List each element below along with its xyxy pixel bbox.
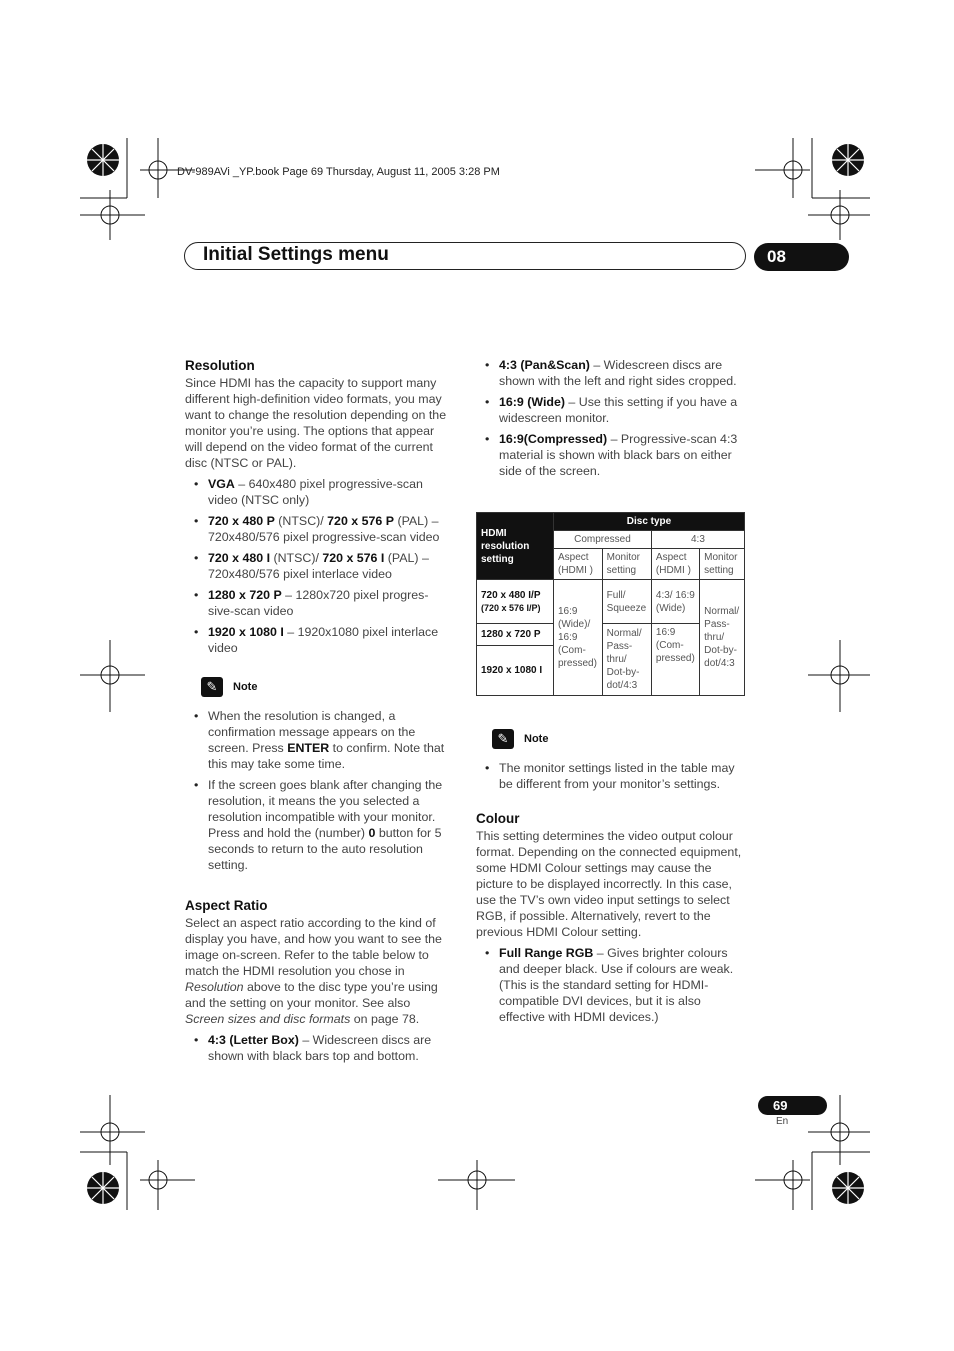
table-cell: Normal/ Pass-thru/ Dot-by-dot/4:3	[602, 624, 651, 696]
aspect-ratio-table	[476, 512, 745, 696]
resolution-heading: Resolution	[185, 358, 255, 373]
resolution-list	[185, 476, 452, 656]
note-box	[476, 726, 746, 752]
list-item: • 16:9 (Wide) – Use this setting if you have a widescreen monitor.	[476, 394, 746, 426]
list-item: • Full Range RGB – Gives brighter colours and deeper black. Use if colours are weak. (This is the standard setting for HDMI-compatible DVI devices, but it is also effective with HDMI devices.)	[476, 945, 746, 1025]
table-header-aspect: Aspect (HDMI )	[554, 549, 603, 580]
pencil-note-icon: ✎	[201, 677, 223, 697]
table-header-hdmi: HDMI resolution setting	[477, 513, 554, 580]
table-row-header: 1920 x 1080 I	[477, 646, 554, 696]
table-header-aspect: Aspect (HDMI )	[651, 549, 699, 580]
note-list	[185, 708, 452, 873]
table-row-header: 1280 x 720 P	[477, 624, 554, 646]
book-header: DV-989AVi _YP.book Page 69 Thursday, August 11, 2005 3:28 PM	[177, 166, 500, 178]
resolution-intro: Since HDMI has the capacity to support many different high-definition video formats, you may want to change the resolution depending on the monitor you’re using. The options that appear will depend on the video format of the current disc (NTSC or PAL).	[185, 376, 447, 470]
section-title: Initial Settings menu	[203, 244, 389, 265]
list-item: • 16:9(Compressed) – Progressive-scan 4:3 material is shown with black bars on either side of the screen.	[476, 431, 746, 479]
table-header-disc-type: Disc type	[554, 513, 745, 531]
table-row-header: 720 x 480 I/P (720 x 576 I/P)	[477, 580, 554, 624]
table-header-compressed: Compressed	[554, 531, 652, 549]
colour-intro: This setting determines the video output colour format. Depending on the connected equipment, some HDMI Colour settings may cause the picture to be displayed incorrectly. In this case, use the TV’s own video input settings to select RGB, if possible. Alternatively, revert to the previous HDMI Colour setting.	[476, 829, 742, 939]
aspect-heading: Aspect Ratio	[185, 898, 268, 913]
aspect-list	[185, 1032, 452, 1064]
note-box	[185, 674, 452, 700]
pencil-note-icon: ✎	[492, 729, 514, 749]
list-item: • The monitor settings listed in the table may be different from your monitor’s settings.	[476, 760, 746, 792]
list-item: • 1920 x 1080 I – 1920x1080 pixel interlace video	[185, 624, 452, 656]
table-header-monitor: Monitor setting	[602, 549, 651, 580]
table-header-monitor: Monitor setting	[700, 549, 745, 580]
note-label: Note	[524, 733, 549, 745]
note-label: Note	[233, 681, 258, 693]
list-item: • 4:3 (Letter Box) – Widescreen discs are shown with black bars top and bottom.	[185, 1032, 452, 1064]
table-cell: Normal/ Pass-thru/ Dot-by-dot/4:3	[700, 580, 745, 696]
list-item: • 720 x 480 P (NTSC)/ 720 x 576 P (PAL) – 720x480/576 pixel progressive-scan video	[185, 513, 452, 545]
list-item: • If the screen goes blank after changing the resolution, it means the you selected a resolution incompatible with your monitor. Press and hold the (number) 0 button for 5 seconds to return to the auto resolution setting.	[185, 777, 452, 873]
right-column-lower	[476, 724, 746, 1025]
table-header-43: 4:3	[651, 531, 744, 549]
colour-heading: Colour	[476, 811, 520, 826]
aspect-list-continued	[476, 357, 746, 479]
table-cell: Full/ Squeeze	[602, 580, 651, 624]
list-item: • 1280 x 720 P – 1280x720 pixel progres-sive-scan video	[185, 587, 452, 619]
left-column	[185, 357, 452, 1064]
table-cell: 4:3/ 16:9 (Wide)	[651, 580, 699, 624]
table-cell: 16:9 (Com-pressed)	[651, 624, 699, 696]
list-item: • When the resolution is changed, a confirmation message appears on the screen. Press ENTER to confirm. Note that this may take some time.	[185, 708, 452, 772]
list-item: • VGA – 640x480 pixel progressive-scan video (NTSC only)	[185, 476, 452, 508]
aspect-intro: Select an aspect ratio according to the kind of display you have, and how you want to see the image on-screen. Refer to the table below to match the HDMI resolution you chose in Resolution above to the disc type you’re using and the setting on your monitor. See also Screen sizes and disc formats on page 78.	[185, 916, 442, 1026]
note-list	[476, 760, 746, 792]
chapter-number: 08	[754, 243, 849, 271]
list-item: • 4:3 (Pan&Scan) – Widescreen discs are shown with the left and right sides cropped.	[476, 357, 746, 389]
list-item: • 720 x 480 I (NTSC)/ 720 x 576 I (PAL) – 720x480/576 pixel interlace video	[185, 550, 452, 582]
colour-list	[476, 945, 746, 1025]
page-number: 69	[758, 1096, 827, 1115]
right-column	[476, 357, 746, 479]
table-cell: 16:9 (Wide)/ 16:9 (Com-pressed)	[554, 580, 603, 696]
language-code: En	[776, 1116, 789, 1127]
